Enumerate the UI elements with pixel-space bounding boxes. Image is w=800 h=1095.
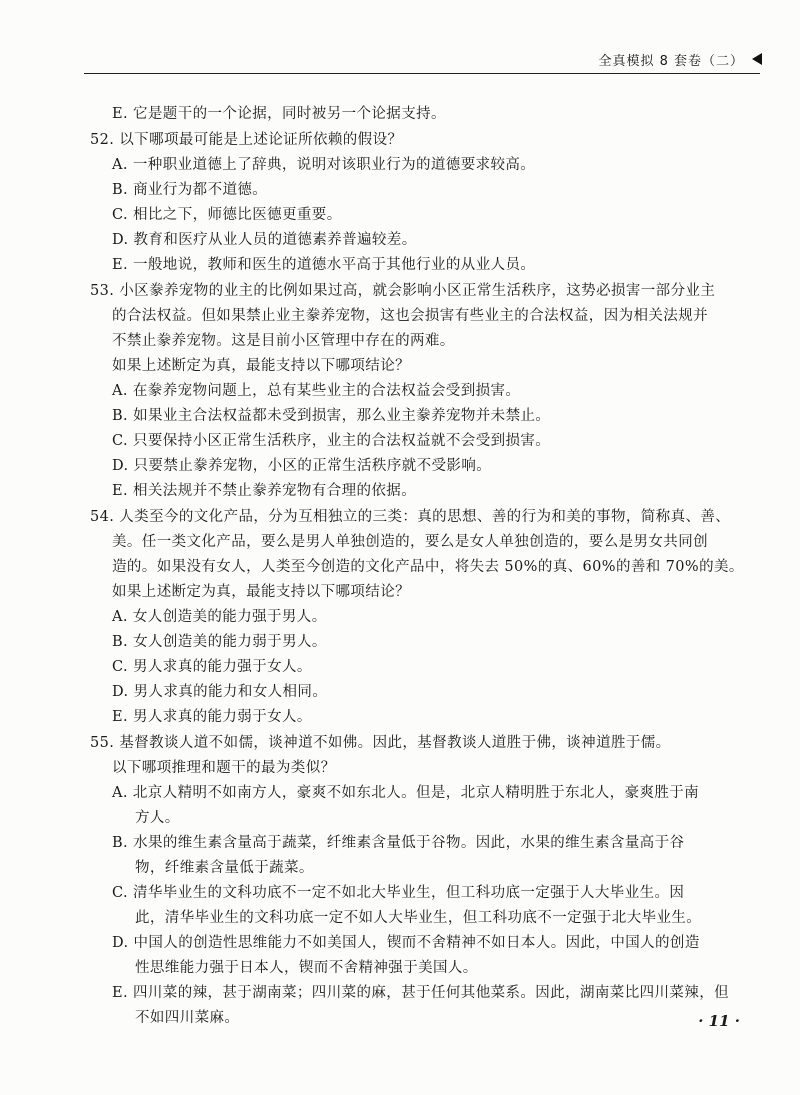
question-54-option-e: E. 男人求真的能力弱于女人。 xyxy=(112,709,312,725)
question-53-option-e: E. 相关法规并不禁止豢养宠物有合理的依据。 xyxy=(112,483,417,499)
question-55-option-d: D. 中国人的创造性思维能力不如美国人，锲而不舍精神不如日本人。因此，中国人的创造 xyxy=(112,935,700,951)
question-55-option-b-cont: 物，纤维素含量低于蔬菜。 xyxy=(135,860,314,876)
question-55-option-d-cont: 性思维能力强于日本人，锲而不舍精神强于美国人。 xyxy=(135,960,478,976)
header-rule xyxy=(84,73,760,74)
page-number: · 11 · xyxy=(698,1012,740,1030)
question-55-option-e-cont: 不如四川菜麻。 xyxy=(135,1010,240,1026)
question-55-option-c-cont: 此，清华毕业生的文科功底一定不如人大毕业生，但工科功底不一定强于北大毕业生。 xyxy=(135,910,702,926)
question-52-stem: 52. 以下哪项最可能是上述论证所依赖的假设？ xyxy=(90,132,403,148)
question-55-option-e: E. 四川菜的辣，甚于湖南菜；四川菜的麻，甚于任何其他菜系。因此，湖南菜比四川菜辣，但 xyxy=(112,985,729,1001)
question-55-option-b: B. 水果的维生素含量高于蔬菜，纤维素含量低于谷物。因此，水果的维生素含量高于谷 xyxy=(112,835,685,851)
question-54-option-a: A. 女人创造美的能力强于男人。 xyxy=(112,609,327,625)
question-52-option-d: D. 教育和医疗从业人员的道德素养普遍较差。 xyxy=(112,232,417,248)
running-header xyxy=(0,0,800,80)
question-52-option-b: B. 商业行为都不道德。 xyxy=(112,182,268,198)
question-53-option-c: C. 只要保持小区正常生活秩序，业主的合法权益就不会受到损害。 xyxy=(112,433,551,449)
question-54-option-b: B. 女人创造美的能力弱于男人。 xyxy=(112,634,327,650)
question-51-option-e: E. 它是题干的一个论据，同时被另一个论据支持。 xyxy=(112,106,446,122)
question-53-stem-line: 不禁止豢养宠物。这是目前小区管理中存在的两难。 xyxy=(112,333,455,349)
question-54-stem-line: 美。任一类文化产品，要么是男人单独创造的，要么是女人单独创造的，要么是男女共同创 xyxy=(112,534,708,550)
question-53-stem-line: 的合法权益。但如果禁止业主豢养宠物，这也会损害有些业主的合法权益，因为相关法规并 xyxy=(112,308,708,324)
question-52-option-c: C. 相比之下，师德比医德更重要。 xyxy=(112,207,342,223)
question-55-stem: 55. 基督教谈人道不如儒，谈神道不如佛。因此，基督教谈人道胜于佛，谈神道胜于儒。 xyxy=(90,735,671,751)
question-54-stem: 54. 人类至今的文化产品，分为互相独立的三类：真的思想、善的行为和美的事物，简称真、善、 xyxy=(90,509,731,525)
question-53-option-b: B. 如果业主合法权益都未受到损害，那么业主豢养宠物并未禁止。 xyxy=(112,408,551,424)
running-header-title: 全真模拟 8 套卷（二） xyxy=(598,54,744,69)
question-55-option-c: C. 清华毕业生的文科功底不一定不如北大毕业生，但工科功底一定强于人大毕业生。因 xyxy=(112,885,685,901)
question-53-stem: 53. 小区豢养宠物的业主的比例如果过高，就会影响小区正常生活秩序，这势必损害一部分业主 xyxy=(90,283,716,299)
question-55-option-a-cont: 方人。 xyxy=(135,810,180,826)
question-54-prompt: 如果上述断定为真，最能支持以下哪项结论？ xyxy=(112,584,410,600)
question-52-option-e: E. 一般地说，教师和医生的道德水平高于其他行业的从业人员。 xyxy=(112,257,536,273)
question-55-option-a: A. 北京人精明不如南方人，豪爽不如东北人。但是，北京人精明胜于东北人，豪爽胜于南 xyxy=(112,785,700,801)
question-53-option-a: A. 在豢养宠物问题上，总有某些业主的合法权益会受到损害。 xyxy=(112,383,521,399)
question-54-option-c: C. 男人求真的能力强于女人。 xyxy=(112,659,312,675)
triangle-marker-icon xyxy=(752,53,762,65)
question-55-prompt: 以下哪项推理和题干的最为类似？ xyxy=(112,760,336,776)
question-53-option-d: D. 只要禁止豢养宠物，小区的正常生活秩序就不受影响。 xyxy=(112,458,492,474)
question-53-prompt: 如果上述断定为真，最能支持以下哪项结论？ xyxy=(112,358,410,374)
question-52-option-a: A. 一种职业道德上了辞典，说明对该职业行为的道德要求较高。 xyxy=(112,157,536,173)
question-54-option-d: D. 男人求真的能力和女人相同。 xyxy=(112,684,328,700)
question-54-stem-line: 造的。如果没有女人，人类至今创造的文化产品中，将失去 50%的真、60%的善和 70%的美。 xyxy=(112,559,744,575)
